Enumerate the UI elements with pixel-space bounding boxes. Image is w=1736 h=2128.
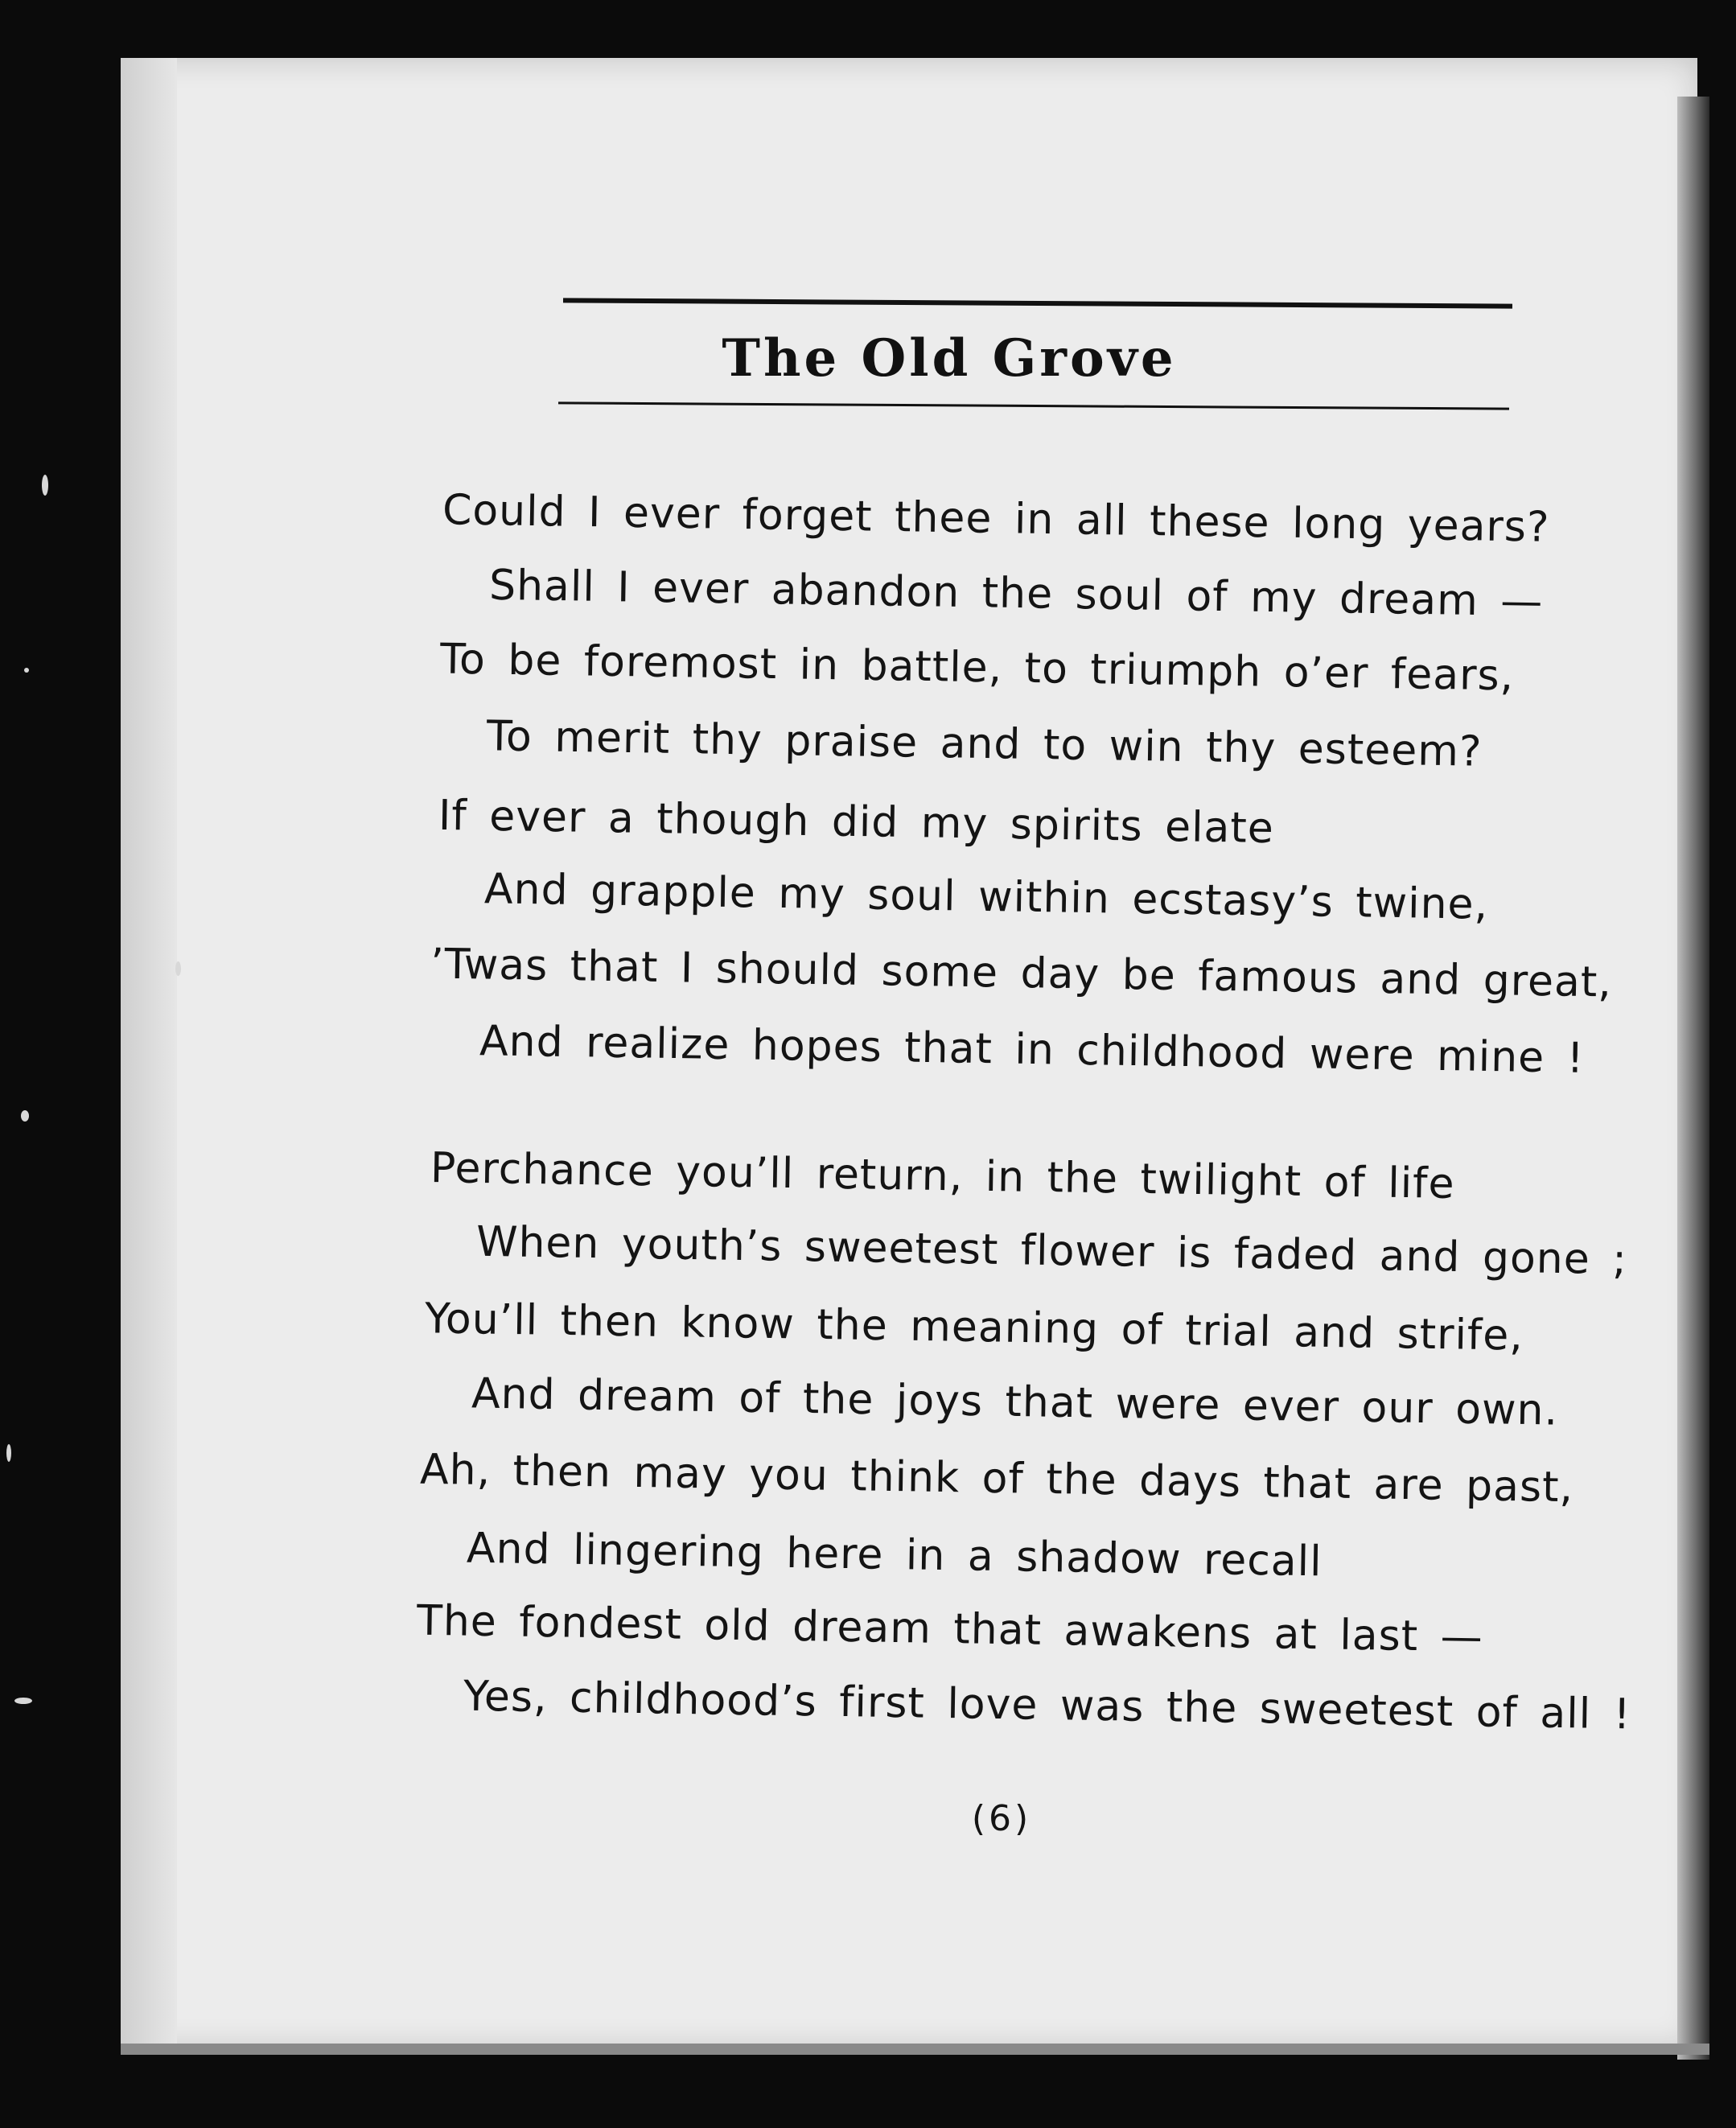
poem-line: Perchance you’ll return, in the twilight of life [430, 1144, 1455, 1208]
poem-title: The Old Grove [722, 328, 1177, 389]
poem-line: Yes, childhood’s first love was the sweetest of all ! [463, 1672, 1631, 1739]
dust-speck [175, 961, 181, 976]
poem-line: Shall I ever abandon the soul of my dream — [488, 561, 1544, 627]
dust-speck [42, 475, 48, 496]
poem-line: And dream of the joys that were ever our own. [471, 1369, 1559, 1435]
poem-line: Could I ever forget thee in all these long years? [442, 486, 1550, 552]
dust-speck [6, 1444, 11, 1462]
poem-line: The fondest old dream that awakens at last — [416, 1596, 1484, 1662]
page-right-edge [1677, 97, 1709, 2060]
dust-speck [24, 668, 29, 673]
poem-line: And lingering here in a shadow recall [466, 1524, 1323, 1587]
poem-line: ’Twas that I should some day be famous and great, [430, 940, 1613, 1007]
poem-line: When youth’s sweetest flower is faded and gone ; [475, 1217, 1628, 1285]
poem-line: You’ll then know the meaning of trial and strife, [424, 1294, 1524, 1360]
poem-line: To merit thy praise and to win thy esteem? [486, 712, 1483, 776]
dust-speck [14, 1698, 32, 1704]
page-left-edge [121, 58, 177, 2049]
poem-line: Ah, then may you think of the days that are past, [419, 1445, 1574, 1513]
page-bottom-edge [121, 2044, 1709, 2055]
poem-line: And grapple my soul within ecstasy’s twine, [483, 865, 1489, 929]
poem-line: And realize hopes that in childhood were mine ! [479, 1017, 1585, 1083]
dust-speck [21, 1110, 29, 1122]
poem-line: To be foremost in battle, to triumph o’er fears, [439, 635, 1515, 701]
poem-line: If ever a though did my spirits elate [438, 791, 1275, 854]
page-number: (6) [971, 1798, 1032, 1839]
